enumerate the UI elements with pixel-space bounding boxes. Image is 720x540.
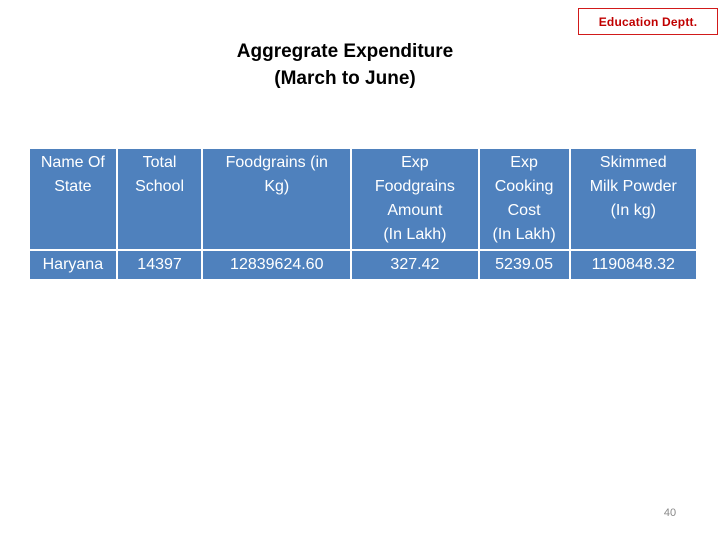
cell-total-school: 14397 — [118, 251, 202, 279]
cell-exp-cooking: 5239.05 — [480, 251, 569, 279]
title-line-2: (March to June) — [274, 68, 416, 89]
page-number: 40 — [663, 507, 677, 519]
column-header-exp-cooking: Exp Cooking Cost (In Lakh) — [480, 149, 569, 249]
cell-exp-foodgrains: 327.42 — [352, 251, 477, 279]
column-header-exp-foodgrains: Exp Foodgrains Amount (In Lakh) — [352, 149, 477, 249]
column-header-foodgrains: Foodgrains (in Kg) — [203, 149, 350, 249]
column-header-total-school: Total School — [118, 149, 202, 249]
column-header-skimmed-milk: Skimmed Milk Powder (In kg) — [571, 149, 696, 249]
table-row — [30, 251, 696, 279]
expenditure-table — [28, 147, 698, 281]
cell-skimmed-milk: 1190848.32 — [571, 251, 696, 279]
page-title — [180, 38, 510, 92]
cell-state: Haryana — [30, 251, 116, 279]
column-header-state: Name Of State — [30, 149, 116, 249]
cell-foodgrains: 12839624.60 — [203, 251, 350, 279]
title-line-1: Aggregrate Expenditure — [236, 41, 454, 62]
department-badge: Education Deptt. — [578, 8, 718, 35]
table-header-row — [30, 149, 696, 249]
